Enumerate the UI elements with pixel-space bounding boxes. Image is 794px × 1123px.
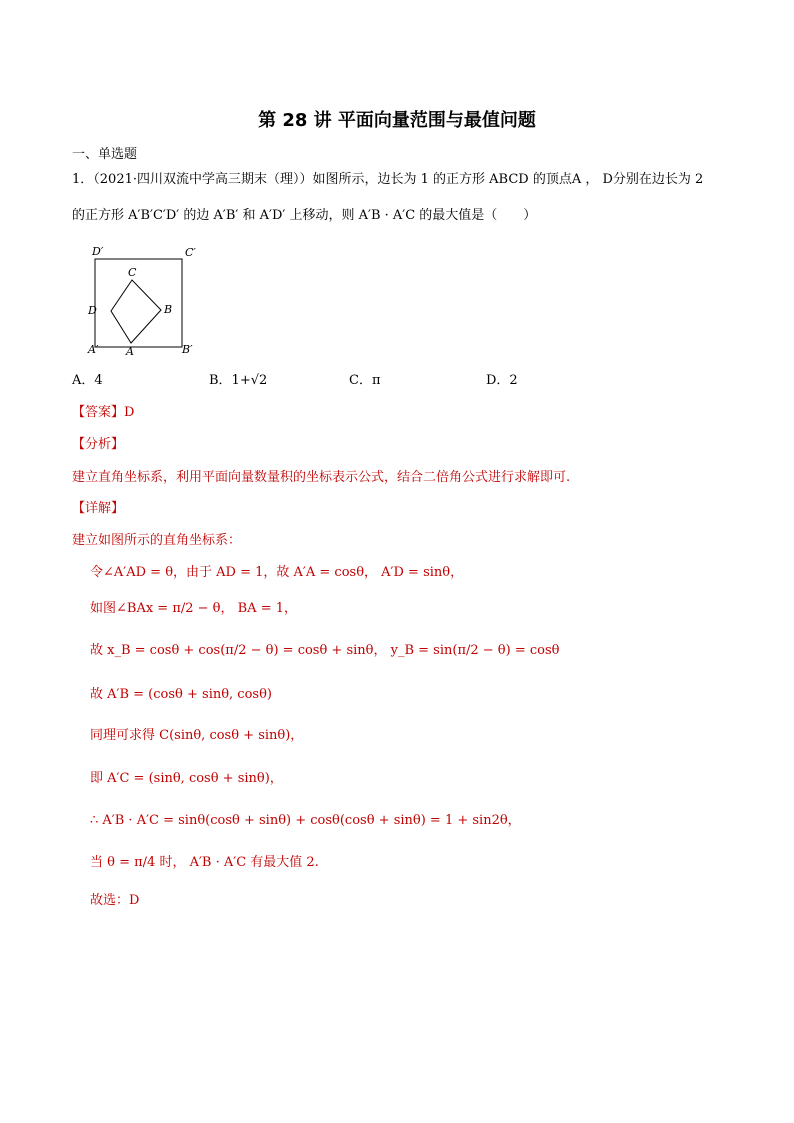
- detail-tag: 【详解】: [72, 501, 125, 516]
- answer-value: D: [124, 405, 135, 420]
- label-a-prime: A′: [88, 343, 99, 356]
- option-c: C．π: [349, 373, 381, 388]
- label-c: C: [128, 266, 137, 279]
- label-c-prime: C′: [185, 246, 196, 259]
- step-5: 同理可求得 C(sinθ, cosθ + sinθ)，: [90, 728, 304, 743]
- step-3: 故 x_B = cosθ + cos(π/2 − θ) = cosθ + sinθ， y_B = sin(π/2 − θ) = cosθ: [90, 643, 560, 658]
- step-1: 令∠A′AD = θ，由于 AD = 1，故 A′A = cosθ， A′D = sinθ，: [90, 565, 464, 580]
- analysis-text: 建立直角坐标系，利用平面向量数量积的坐标表示公式，结合二倍角公式进行求解即可.: [72, 470, 571, 485]
- square-figure: [80, 240, 210, 365]
- label-d: D: [88, 304, 97, 317]
- step-2: 如图∠BAx = π/2 − θ， BA = 1，: [90, 601, 298, 616]
- analysis-tag: 【分析】: [72, 437, 125, 452]
- option-d: D．2: [486, 373, 518, 388]
- answer-tag: 【答案】: [72, 405, 125, 420]
- step-4: 故 A′B = (cosθ + sinθ, cosθ): [90, 687, 272, 702]
- option-a: A．4: [72, 373, 103, 388]
- question-line-2: 的正方形 A′B′C′D′ 的边 A′B′ 和 A′D′ 上移动，则 A′B · A′C 的最大值是（ ）: [72, 208, 537, 223]
- label-b-prime: B′: [182, 343, 193, 356]
- step-8: 当 θ = π/4 时， A′B · A′C 有最大值 2.: [90, 855, 319, 870]
- label-a: A: [126, 345, 134, 358]
- label-d-prime: D′: [92, 245, 104, 258]
- question-line-1: 1．（2021·四川双流中学高三期末（理））如图所示，边长为 1 的正方形 ABCD 的顶点A ， D分别在边长为 2: [72, 172, 704, 187]
- label-b: B: [164, 303, 173, 316]
- page-title: 第 28 讲 平面向量范围与最值问题: [258, 110, 536, 131]
- section-heading: 一、单选题: [72, 147, 138, 162]
- step-6: 即 A′C = (sinθ, cosθ + sinθ)，: [90, 771, 283, 786]
- step-9: 故选：D: [90, 893, 140, 908]
- step-7: ∴ A′B · A′C = sinθ(cosθ + sinθ) + cosθ(cosθ + sinθ) = 1 + sin2θ，: [90, 813, 521, 828]
- detail-intro: 建立如图所示的直角坐标系：: [72, 533, 242, 548]
- answer-line: [72, 401, 134, 420]
- option-b: B．1+√2: [209, 373, 268, 388]
- inner-square: [111, 280, 161, 343]
